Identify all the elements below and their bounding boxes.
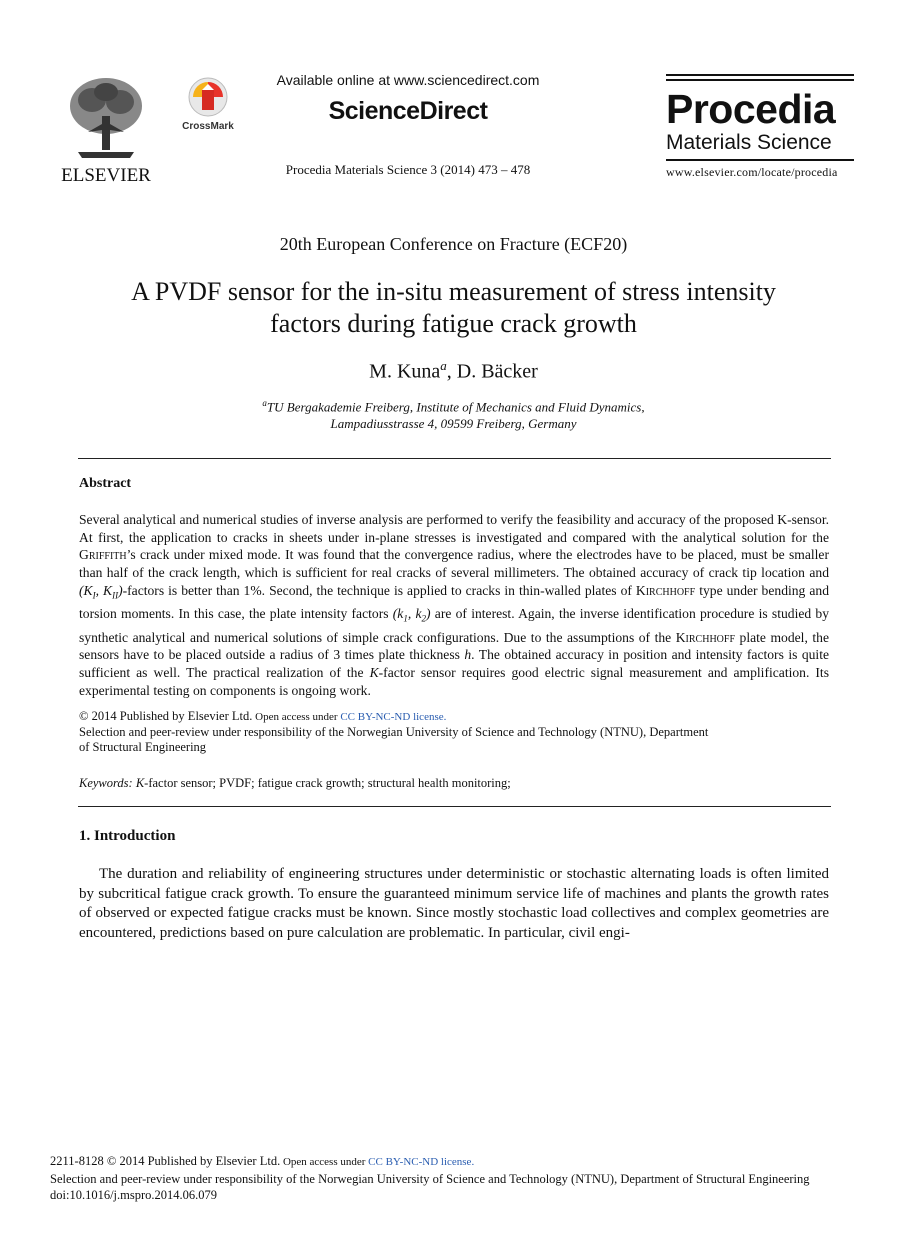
crossmark-icon	[186, 76, 230, 118]
procedia-top-rule-2	[666, 79, 854, 81]
paper-title	[60, 276, 847, 340]
procedia-bottom-rule	[666, 159, 854, 161]
crossmark-label: CrossMark	[182, 121, 234, 132]
introduction-body: The duration and reliability of engineering structures under deterministic or stochastic alternating loads is often limited by subcritical fatigue crack growth. To ensure the guaranteed minimum service life of machines and plants the growth rates of observed or expected fatigue cracks must be known. Since mostly stochastic load collectives and complex geometries are encountered, predictions based on pure calculation are problematic. In particular, civil engi-	[79, 866, 829, 942]
procedia-subtitle: Materials Science	[666, 131, 832, 154]
paper-title-line-1: A PVDF sensor for the in-situ measurement of stress intensity	[131, 277, 776, 306]
crossmark-badge[interactable]	[178, 76, 238, 132]
procedia-logo	[666, 74, 854, 196]
k-symbol: K	[369, 665, 379, 681]
thickness-symbol: h	[464, 647, 472, 663]
author-1-affiliation-mark: a	[440, 358, 447, 373]
peer-review-line-1: Selection and peer-review under responsibility of the Norwegian University of Science and Technology (NTNU), Department	[79, 725, 709, 739]
footer-peer-review: Selection and peer-review under responsibility of the Norwegian University of Science and Technology (NTNU), Department of Structural Engineering	[50, 1171, 810, 1186]
abstract-body: Several analytical and numerical studies of inverse analysis are performed to verify the feasibility and accuracy of the proposed K-sensor. At first, the application to cracks in sheets under in-plane stresses is investigated and compared with the analytical solution for the Griffith’s crack under mixed mode. It was found that the convergence radius, where the electrodes have to be placed, must be smaller than half of the crack length, which is sufficient for real cracks of several millimeters. The obtained accuracy of crack tip location and ($K_I$, $K_{II}$)-factors is better than 1%. Second, the technique is applied to cracks in thin-walled plates of Kirchhoff type under bending and torsion moments. In this case, the plate intensity factors ($k_1$, $k_2$) are of interest. Again, the inverse identification procedure is studied by synthetic analytical and numerical solutions of simple crack configurations. Due to the assumptions of the Kirchhoff plate model, the sensors have to be placed outside a radius of 3 times plate thickness h. The obtained accuracy in position and intensity factors is quite sufficient as well. The practical realization of the K-factor sensor requires good electric signal measurement and amplification. Its experimental testing on components is ongoing work.	[79, 512, 830, 698]
elsevier-logo	[58, 72, 154, 186]
footer-issn-line: 2211-8128 © 2014 Published by Elsevier Ltd. Open access under CC BY-NC-ND license.	[50, 1154, 475, 1168]
elsevier-tree-icon	[58, 72, 154, 162]
author-2: D. Bäcker	[456, 360, 538, 383]
conference-name: 20th European Conference on Fracture (ECF20)	[279, 234, 628, 254]
keywords-label: Keywords:	[79, 776, 133, 790]
affiliation-line-1: $^a$TU Bergakademie Freiberg, Institute of Mechanics and Fluid Dynamics,	[262, 398, 645, 415]
affiliation-mark: a	[262, 398, 267, 408]
procedia-top-rule	[666, 74, 854, 76]
abstract-bottom-rule	[78, 806, 831, 807]
author-list	[0, 358, 907, 384]
footer-license-link[interactable]: CC BY-NC-ND license.	[368, 1156, 475, 1168]
license-link[interactable]: CC BY-NC-ND license.	[340, 711, 447, 723]
keywords: Keywords: K-factor sensor; PVDF; fatigue crack growth; structural health monitoring;	[79, 776, 511, 790]
footer-doi: doi:10.1016/j.mspro.2014.06.079	[50, 1188, 218, 1202]
abstract-copyright: © 2014 Published by Elsevier Ltd. Open access under CC BY-NC-ND license. Selection and peer-review under responsibility of the Norwegian University of Science and Technology (NTNU), Department of Structural Engineering	[79, 709, 829, 755]
affiliation	[0, 395, 907, 432]
sciencedirect-wordmark: ScienceDirect	[328, 97, 488, 125]
griffith-name: Griffith	[79, 547, 127, 563]
kirchhoff-name-2: Kirchhoff	[675, 629, 736, 645]
affiliation-line-2: Lampadiusstrasse 4, 09599 Freiberg, Germany	[330, 416, 577, 432]
procedia-title: Procedia	[666, 86, 836, 132]
peer-review-line-2: of Structural Engineering	[79, 740, 207, 754]
abstract-top-rule	[78, 458, 831, 459]
keywords-list: -factor sensor; PVDF; fatigue crack growth; structural health monitoring;	[144, 776, 511, 790]
abstract-heading: Abstract	[79, 476, 132, 491]
kirchhoff-name-1: Kirchhoff	[635, 582, 696, 598]
elsevier-wordmark: ELSEVIER	[61, 165, 151, 186]
page-footer	[50, 1153, 860, 1204]
section-heading-introduction: 1. Introduction	[79, 828, 176, 844]
available-online: Available online at www.sciencedirect.com	[276, 72, 540, 88]
k-factors-symbol: ($K_I$, $K_{II}$)	[79, 582, 123, 601]
author-1: M. Kuna	[369, 360, 441, 383]
procedia-url: www.elsevier.com/locate/procedia	[666, 165, 838, 179]
plate-k-symbol: ($k_1$, $k_2$)	[392, 606, 431, 624]
journal-reference: Procedia Materials Science 3 (2014) 473 – 478	[285, 162, 531, 177]
author-separator: ,	[446, 360, 457, 383]
paper-title-line-2: factors during fatigue crack growth	[270, 309, 637, 338]
